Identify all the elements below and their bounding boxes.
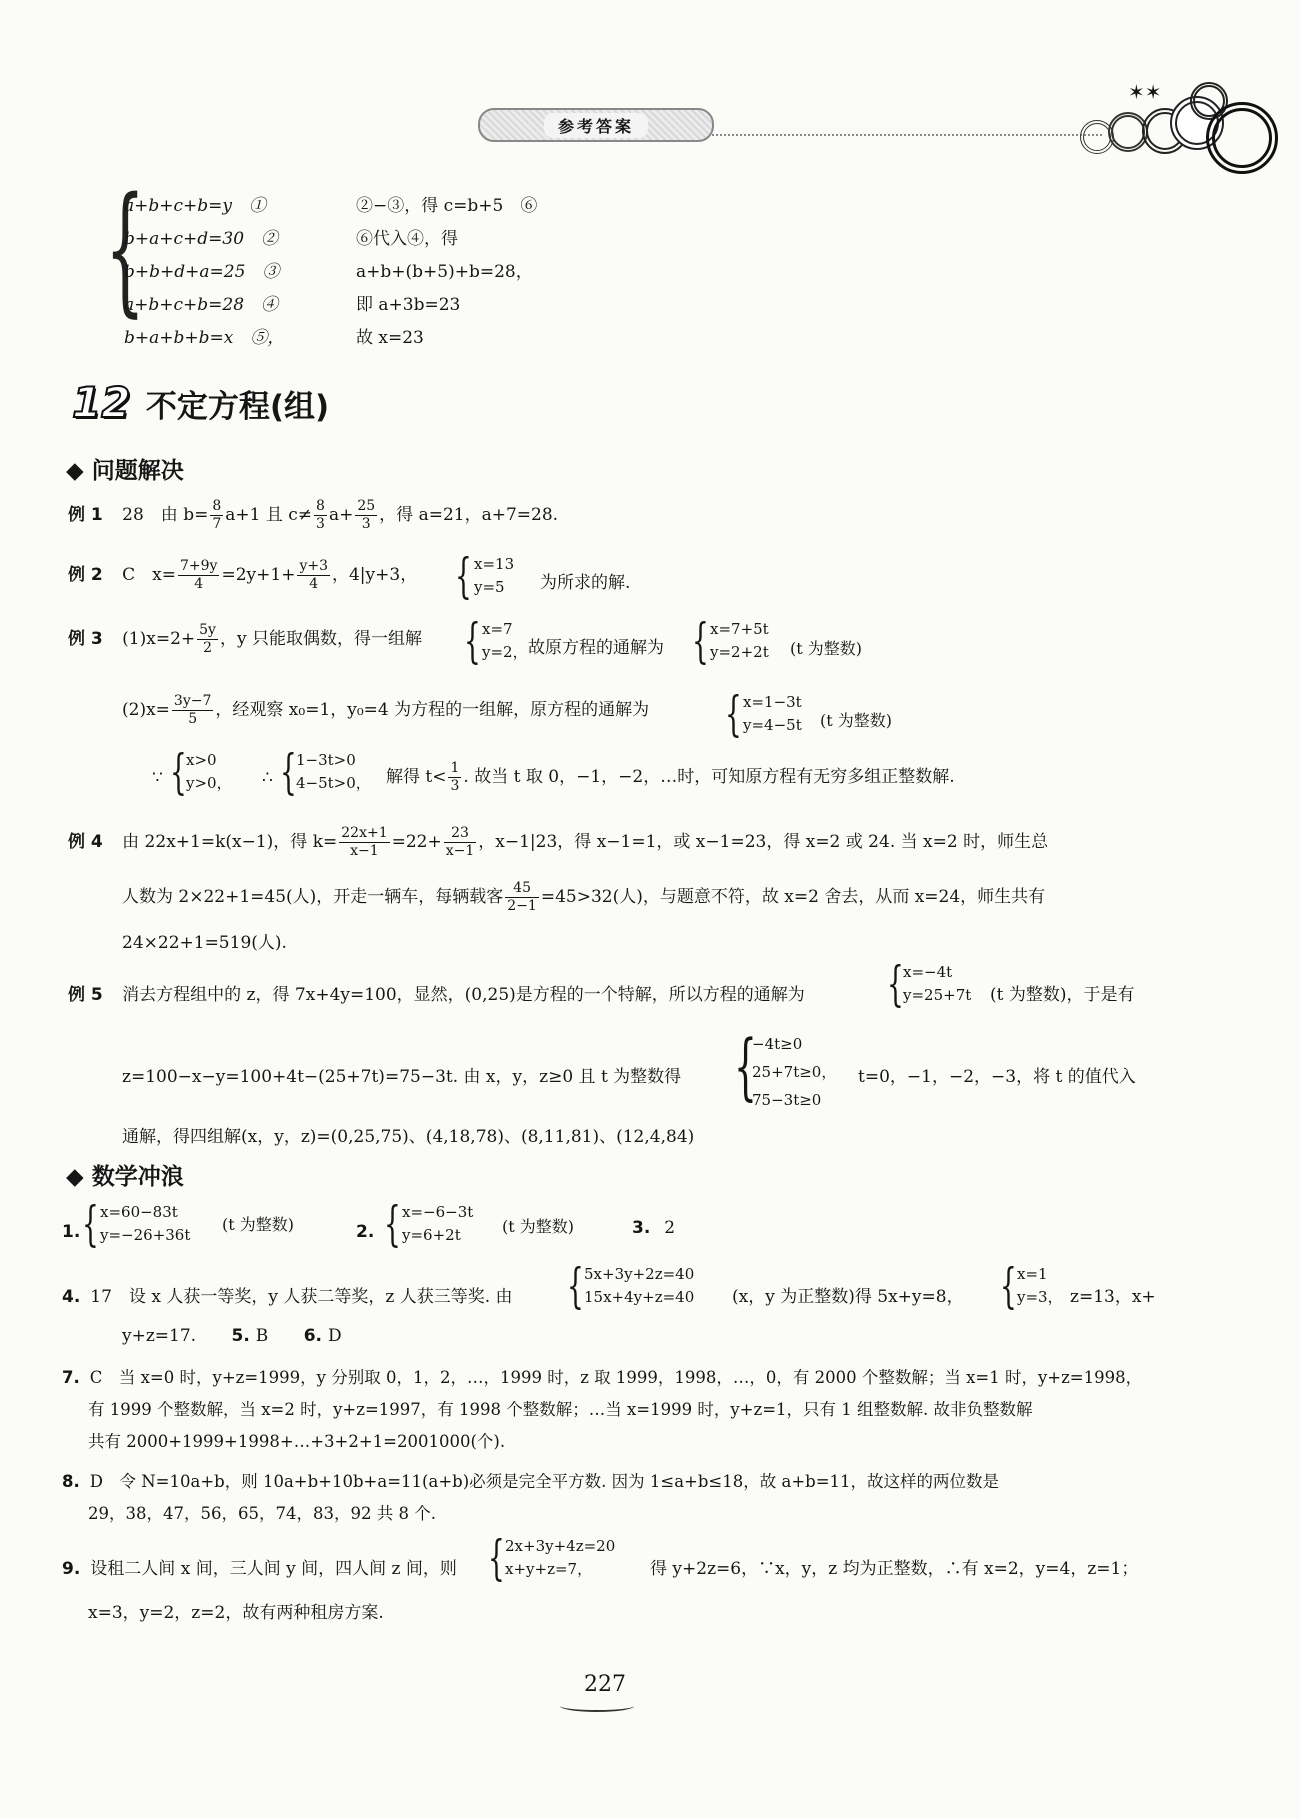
page-number: 227 (584, 1672, 626, 1697)
chapter-title: 不定方程(组) (145, 389, 330, 425)
top-system-brace: { (105, 168, 146, 331)
problem-8-line-2: 29，38，47，56，65，74，83，92 共 8 个. (88, 1504, 436, 1523)
problem-1-label: 1. (62, 1222, 81, 1242)
example-4-line-1: 例 4 由 22x+1=k(x−1)，得 k= $\frac{22x+1}{x-1}$ =22+ $\frac{23}{x-1}$ ，x−1|23，得 x−1=1，或 x−1=23，得 x=2 或 24. 当 x=2 时，师生总 (68, 825, 1049, 859)
example-3-system-b: x=7+5t y=2+2t (710, 620, 769, 661)
problem-7-line-3: 共有 2000+1999+1998+…+3+2+1=2001000(个). (88, 1432, 506, 1451)
example-4-line-3: 24×22+1=519(人). (122, 933, 287, 953)
example-5-line-3: 通解，得四组解(x，y，z)=(0,25,75)、(4,18,78)、(8,11,81)、(12,4,84) (122, 1127, 695, 1147)
chapter-heading (72, 378, 329, 427)
header-dotted-line (712, 134, 1102, 136)
problem-4-line-2: y+z=17. 5. B 6. D (122, 1326, 342, 1346)
example-4-line-2: 人数为 2×22+1=45(人)，开走一辆车，每辆载客 $\frac{45}{2-1}$ =45>32(人)，与题意不符，故 x=2 舍去，从而 x=24，师生共有 (122, 880, 1046, 914)
example-3-line-2: (2)x= $\frac{3y-7}{5}$ ，经观察 x₀=1，y₀=4 为方程的一组解，原方程的通解为 (122, 693, 650, 727)
problem-4-system-2: x=1 y=3， (1017, 1265, 1063, 1306)
example-3-system-d: x>0 y>0， (186, 751, 232, 792)
problem-1-system: x=60−83t y=−26+36t (100, 1203, 191, 1244)
example-3-system-e: 1−3t>0 4−5t>0， (296, 751, 371, 792)
top-system-solution: ②−③，得 c=b+5 ⑥ ⑥代入④，得 a+b+(b+5)+b=28， 即 a+3b=23 故 x=23 (356, 196, 538, 348)
example-2-system: x=13 y=5 (474, 555, 515, 596)
header-banner (478, 108, 714, 142)
header-label: 参考答案 (544, 113, 648, 138)
problem-4-line-1: 4. 17 设 x 人获一等奖，y 人获二等奖，z 人获三等奖. 由 (62, 1287, 513, 1307)
example-3-line-3: 解得 t< $\frac{1}{3}$ . 故当 t 取 0，−1，−2，…时，可知原方程有无穷多组正整数解. (386, 760, 955, 794)
problem-1-note: (t 为整数) (222, 1215, 295, 1234)
example-1: 例 1 28 由 b= $\frac{8}{7}$ a+1 且 c≠ $\frac{8}{3}$ a+ $\frac{25}{3}$ ，得 a=21，a+7=28. (68, 498, 559, 532)
example-3-line-1: 例 3 (1)x=2+ $\frac{5y}{2}$ ，y 只能取偶数，得一组解 (68, 622, 422, 656)
section-heading-math-surfing: ◆ 数学冲浪 (66, 1164, 184, 1190)
section-heading-problem-solving: ◆ 问题解决 (66, 458, 184, 484)
page-number-swoosh-icon (560, 1700, 634, 1712)
problem-2-system: x=−6−3t y=6+2t (402, 1203, 474, 1244)
therefore-symbol: ∴ (262, 768, 273, 788)
problem-9-system: 2x+3y+4z=20 x+y+z=7， (505, 1537, 616, 1578)
because-symbol: ∵ (152, 768, 163, 788)
example-5-line-2: z=100−x−y=100+4t−(25+7t)=75−3t. 由 x，y，z≥0 且 t 为整数得 (122, 1067, 682, 1087)
problem-7-line-2: 有 1999 个整数解，当 x=2 时，y+z=1997，有 1998 个整数解；…当 x=1999 时，y+z=1，只有 1 组整数解. 故非负整数解 (88, 1400, 1033, 1419)
top-system-equations: a+b+c+b=y ① b+a+c+d=30 ② b+b+d+a=25 ③ a+b+c+b=28 ④ b+a+b+b=x ⑤， (124, 196, 285, 348)
example-2-end: 为所求的解. (540, 573, 631, 593)
example-5-system-1: x=−4t y=25+7t (903, 963, 972, 1004)
problem-9-line-2: x=3，y=2，z=2，故有两种租房方案. (88, 1603, 384, 1623)
example-5-line-1: 例 5 消去方程组中的 z，得 7x+4y=100，显然，(0,25)是方程的一个特解，所以方程的通解为 (68, 985, 805, 1005)
chapter-number: 12 (72, 378, 131, 427)
problem-3: 3. 2 (632, 1218, 676, 1238)
problem-9-line-1: 9. 设租二人间 x 间，三人间 y 间，四人间 z 间，则 (62, 1559, 457, 1579)
problem-7-line-1: 7. C 当 x=0 时，y+z=1999，y 分别取 0，1，2，…，1999 时，z 取 1999，1998，…，0，有 2000 个整数解；当 x=1 时，y+z=1998， (62, 1368, 1143, 1387)
example-2: 例 2 C x= $\frac{7+9y}{4}$ =2y+1+ $\frac{y+3}{4}$ ，4|y+3， (68, 558, 418, 592)
problem-2-note: (t 为整数) (502, 1217, 575, 1236)
example-3-system-a: x=7 y=2， (482, 620, 528, 661)
problem-4-system: 5x+3y+2z=40 15x+4y+z=40 (584, 1265, 695, 1306)
example-3-system-c: x=1−3t y=4−5t (743, 693, 802, 734)
example-5-system-2: −4t≥0 25+7t≥0， 75−3t≥0 (752, 1035, 837, 1109)
problem-2-label: 2. (356, 1222, 375, 1242)
problem-8-line-1: 8. D 令 N=10a+b，则 10a+b+10b+a=11(a+b)必须是完全平方数. 因为 1≤a+b≤18，故 a+b=11，故这样的两位数是 (62, 1472, 1000, 1491)
